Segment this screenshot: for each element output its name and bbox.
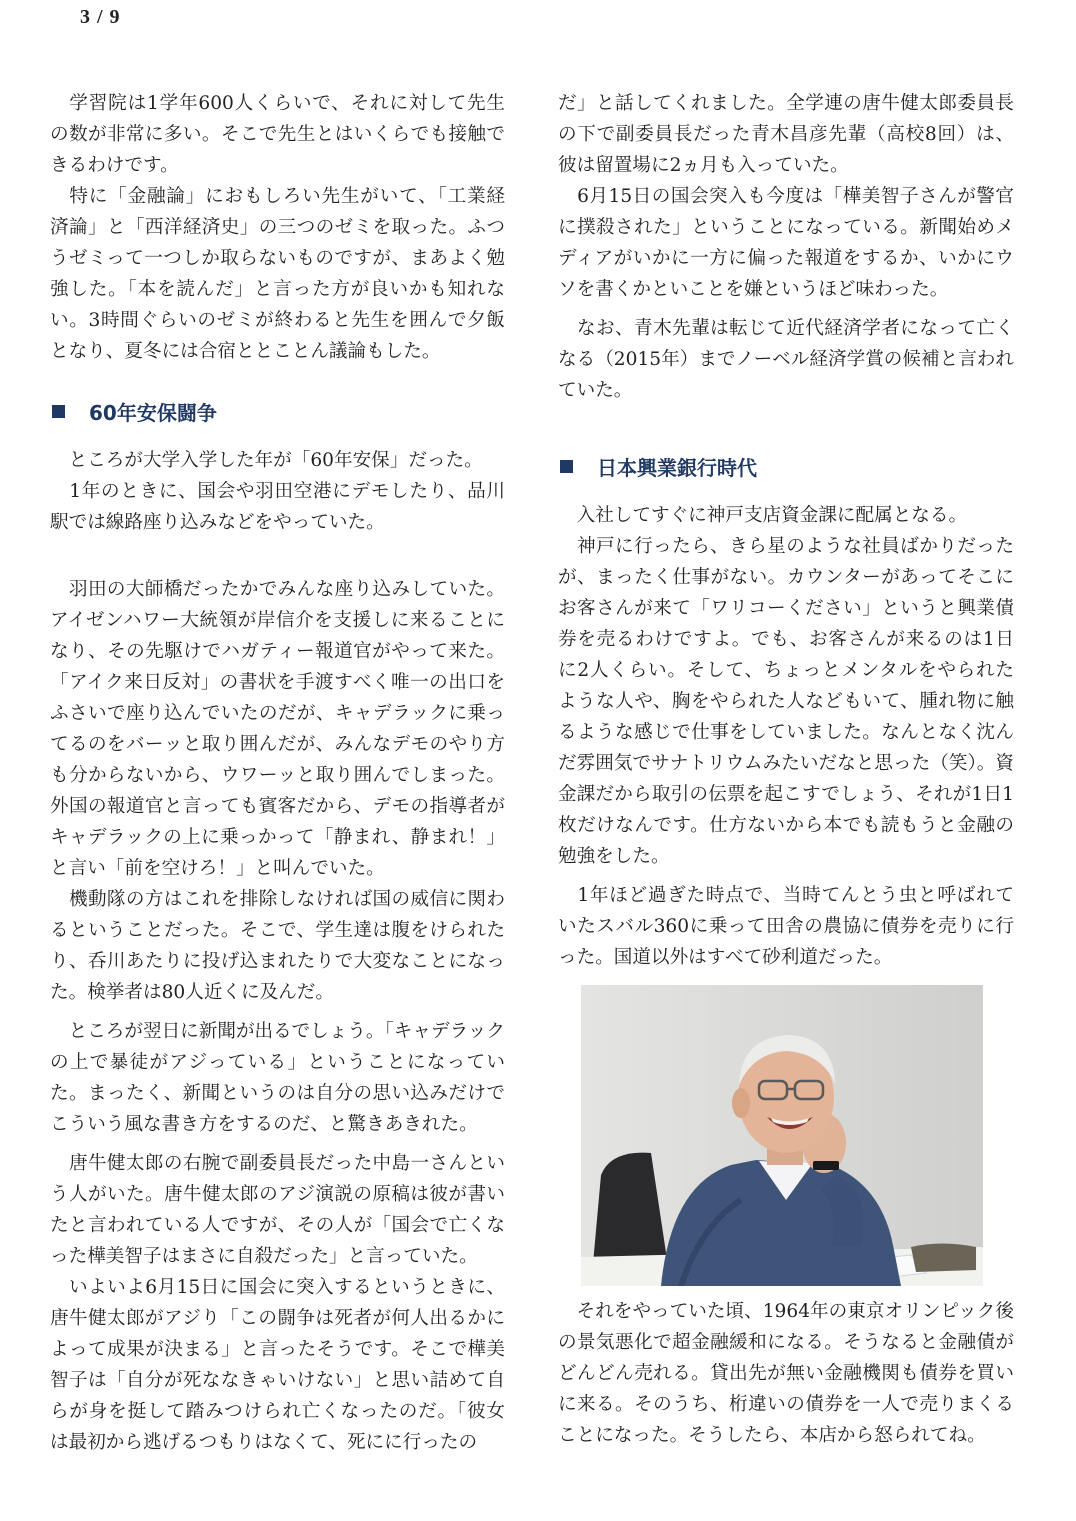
paragraph: 1年ほど過ぎた時点で、当時てんとう虫と呼ばれていたスバル360に乗って田舎の農協に債券を売りに行った。国道以外はすべて砂利道だった。	[558, 885, 1014, 968]
paragraph: ところが翌日に新聞が出るでしょう。「キャデラックの上で暴徒がアジっている」ということになっていた。まったく、新聞というのは自分の思い込みだけでこういう風な書き方をするのだ、と驚きあきれた。	[50, 1021, 505, 1135]
paragraph: 1年のときに、国会や羽田空港にデモしたり、品川駅では線路座り込みなどをやっていた。	[50, 481, 505, 533]
paragraph: それをやっていた頃、1964年の東京オリンピック後の景気悪化で超金融緩和になる。そうなると金融債がどんどん売れる。貸出先が無い金融機関も債券を買いに来る。そのうち、桁違いの債券を一人で売りまくることになった。そうしたら、本店から怒られてね。	[558, 1301, 1014, 1446]
paragraph: 入社してすぐに神戸支店資金課に配属となる。	[558, 505, 968, 526]
paragraph: 6月15日の国会突入も今度は「樺美智子さんが警官に撲殺された」ということになっている。新聞始めメディアがいかに一方に偏った報道をするか、いかにウソを書くかといことを嫌というほど味わった。	[558, 186, 1014, 300]
square-bullet-icon	[560, 460, 573, 473]
paragraph: だ」と話してくれました。全学連の唐牛健太郎委員長の下で副委員長だった青木昌彦先輩（高校8回）は、彼は留置場に2ヵ月も入っていた。	[558, 93, 1014, 176]
paragraph: 学習院は1学年600人くらいで、それに対して先生の数が非常に多い。そこで先生とはいくらでも接触できるわけです。	[50, 93, 505, 176]
section-heading-ibj	[558, 446, 1014, 486]
paragraph: 機動隊の方はこれを排除しなければ国の威信に関わるということだった。そこで、学生達は腹をけられたり、呑川あたりに投げ込まれたりで大変なことになった。検挙者は80人近くに及んだ。	[50, 889, 505, 1003]
square-bullet-icon	[52, 405, 65, 418]
smiling-man-photo	[581, 985, 983, 1286]
paragraph: なお、青木先輩は転じて近代経済学者になって亡くなる（2015年）までノーベル経済学賞の候補と言われていた。	[558, 318, 1014, 401]
paragraph: 羽田の大師橋だったかでみんな座り込みしていた。アイゼンハワー大統領が岸信介を支援しに来ることになり、その先駆けでハガティー報道官がやって来た。「アイク来日反対」の書状を手渡すべく唯一の出口をふさいで座り込んでいたのだが、キャデラックに乗ってるのをバーッと取り囲んだが、みんなデモのやり方も分からないから、ウワーッと取り囲んでしまった。外国の報道官と言っても賓客だから、デモの指導者がキャデラックの上に乗っかって「静まれ、静まれ！」と言い「前を空けろ！」と叫んでいた。	[50, 579, 505, 879]
interview-photo	[581, 985, 983, 1286]
paragraph: 唐牛健太郎の右腕で副委員長だった中島一さんという人がいた。唐牛健太郎のアジ演説の原稿は彼が書いたと言われている人ですが、その人が「国会で亡くなった樺美智子はまさに自殺だった」と言っていた。	[50, 1153, 505, 1267]
paragraph: 特に「金融論」におもしろい先生がいて、「工業経済論」と「西洋経済史」の三つのゼミを取った。ふつうゼミって一つしか取らないものですが、まあよく勉強した。「本を読んだ」と言った方が良いかも知れない。3時間ぐらいのゼミが終わると先生を囲んで夕飯となり、夏冬には合宿ととことん議論もした。	[50, 186, 505, 362]
paragraph: ところが大学入学した年が「60年安保」だった。	[50, 450, 483, 471]
paragraph: いよいよ6月15日に国会に突入するというときに、唐牛健太郎がアジり「この闘争は死者が何人出るかによって成果が決まる」と言ったそうです。そこで樺美智子は「自分が死ななきゃいけない」と思い詰めて自らが身を挺して踏みつけられ亡くなったのだ。「彼女は最初から逃げるつもりはなくて、死にに行ったの	[50, 1277, 505, 1453]
page-number: 3 / 9	[80, 6, 121, 28]
right-column-bottom	[558, 1296, 1014, 1451]
right-column	[558, 88, 1014, 973]
section-heading-text: 60年安保闘争	[89, 400, 217, 425]
section-heading-text: 日本興業銀行時代	[597, 455, 757, 480]
section-heading-anpo	[50, 391, 505, 431]
paragraph: 神戸に行ったら、きら星のような社員ばかりだったが、まったく仕事がない。カウンターがあってそこにお客さんが来て「ワリコーください」というと興業債券を売るわけですよ。でも、お客さんが来るのは1日に2人くらい。そして、ちょっとメンタルをやられたような人や、胸をやられた人などもいて、腫れ物に触るような感じで仕事をしていました。なんとなく沈んだ雰囲気でサナトリウムみたいだなと思った（笑）。資金課だから取引の伝票を起こすでしょう、それが1日1枚だけなんです。仕方ないから本でも読もうと金融の勉強をした。	[558, 536, 1014, 867]
left-column	[50, 88, 505, 1458]
